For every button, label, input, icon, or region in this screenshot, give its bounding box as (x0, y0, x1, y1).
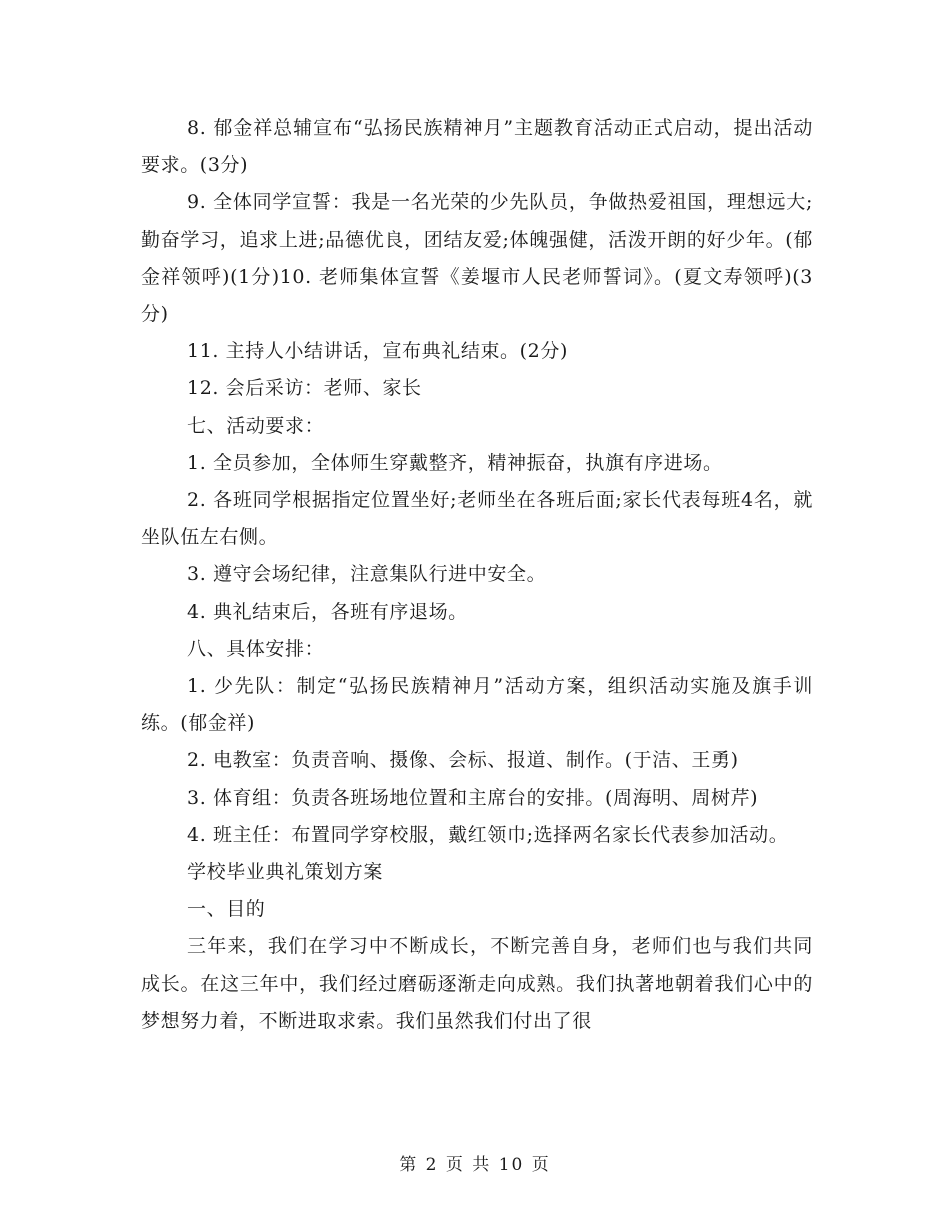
arrangement-3: 3. 体育组：负责各班场地位置和主席台的安排。(周海明、周树芹) (187, 786, 759, 809)
document-subtitle: 学校毕业典礼策划方案 (187, 861, 384, 884)
arrangement-4: 4. 班主任：布置同学穿校服，戴红领巾;选择两名家长代表参加活动。 (187, 823, 789, 846)
requirement-4: 4. 典礼结束后，各班有序退场。 (187, 600, 468, 623)
paragraph-12: 12. 会后采访：老师、家长 (187, 377, 422, 400)
page-number-footer: 第 2 页 共 10 页 (399, 1155, 551, 1175)
requirement-3: 3. 遵守会场纪律，注意集队行进中安全。 (187, 563, 547, 586)
section-heading-purpose: 一、目的 (187, 898, 266, 921)
requirement-1: 1. 全员参加，全体师生穿戴整齐，精神振奋，执旗有序进场。 (187, 451, 723, 474)
paragraph-8: 8. 郁金祥总辅宣布“弘扬民族精神月”主题教育活动正式启动，提出活动要求。(3分) (141, 117, 813, 177)
document-body (141, 110, 813, 1040)
arrangement-1: 1. 少先队：制定“弘扬民族精神月”活动方案，组织活动实施及旗手训练。(郁金祥) (141, 675, 813, 735)
paragraph-11: 11. 主持人小结讲话，宣布典礼结束。(2分) (187, 340, 568, 363)
purpose-paragraph: 三年来，我们在学习中不断成长，不断完善自身，老师们也与我们共同成长。在这三年中，我们经过磨砺逐渐走向成熟。我们执著地朝着我们心中的梦想努力着，不断进取求索。我们虽然我们付出了很 (141, 935, 813, 1032)
section-heading-activity-requirements: 七、活动要求： (187, 414, 325, 437)
requirement-2: 2. 各班同学根据指定位置坐好;老师坐在各班后面;家长代表每班4名，就坐队伍左右侧。 (141, 489, 813, 549)
arrangement-2: 2. 电教室：负责音响、摄像、会标、报道、制作。(于洁、王勇) (187, 749, 739, 772)
section-heading-arrangements: 八、具体安排： (187, 637, 325, 660)
paragraph-9-10: 9. 全体同学宣誓：我是一名光荣的少先队员，争做热爱祖国，理想远大;勤奋学习，追求上进;品德优良，团结友爱;体魄强健，活泼开朗的好少年。(郁金祥领呼)(1分)10. 老师集体宣誓《姜堰市人民老师誓词》。(夏文寿领呼)(3分) (141, 191, 813, 326)
